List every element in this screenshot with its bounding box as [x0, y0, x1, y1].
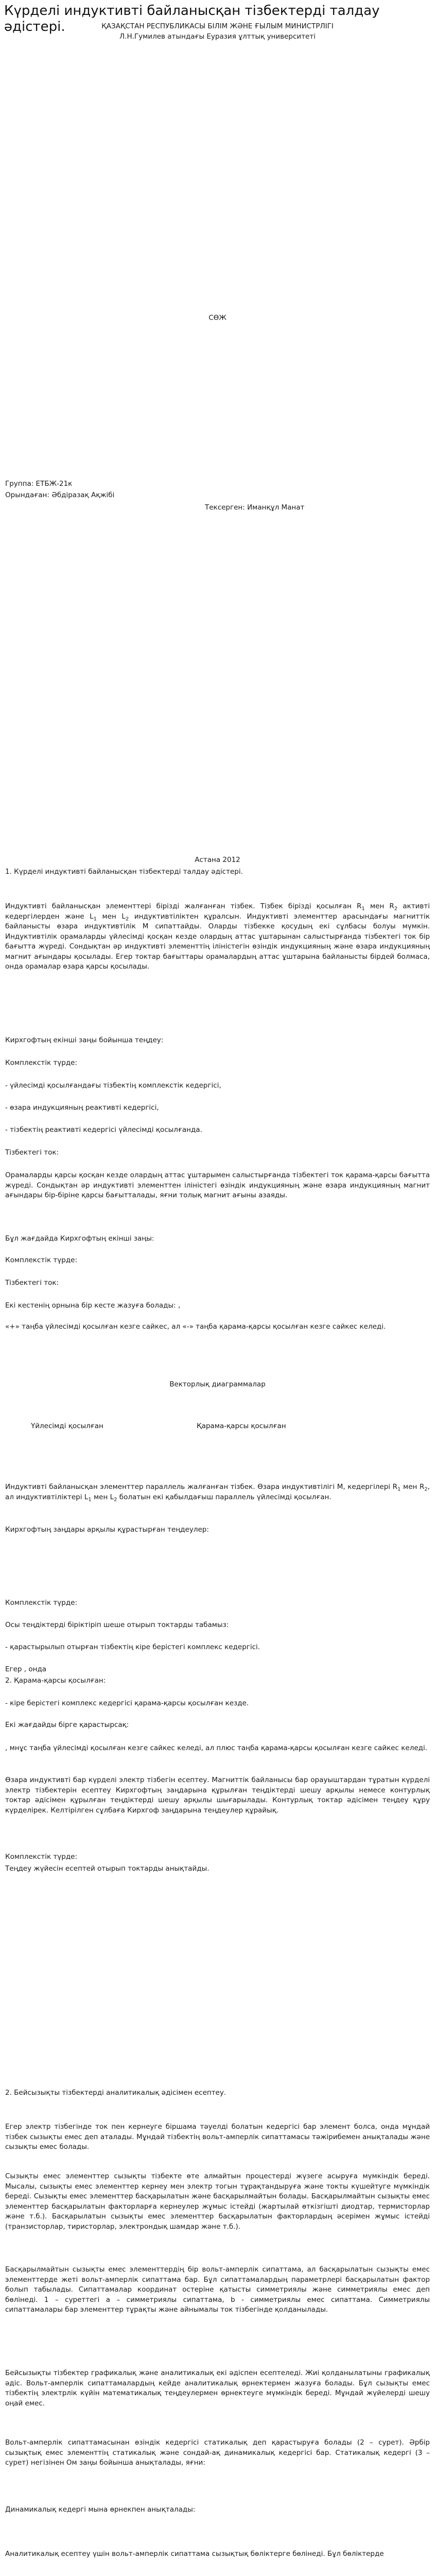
ministry-header: ҚАЗАҚСТАН РЕСПУБЛИКАСЫ БІЛІМ ЖӘНЕ ҒЫЛЫМ МИНИСТРЛІГІ [101, 22, 334, 30]
current-label: Тізбектегі ток: [5, 1279, 59, 1287]
author-label: Орындаған: Әбдіразақ Ақжібі [5, 491, 115, 499]
paragraph-dynamic-resistance: Динамикалық кедергі мына өрнекпен анықталады: [5, 2505, 196, 2514]
group-label: Группа: ЕТБЖ-21к [5, 480, 73, 488]
list-item: - тізбектің реактивті кедергісі үйлесімді қосылғанда. [5, 1126, 202, 1134]
paragraph-parallel-connection: Индуктивті байланысқан элементтер параллель жалғанған тізбек. Өзара индуктивтілігі М, кедергілері $R_1$ мен $R_2$, ал индуктивтіліктері $L_1$ мен $L_2$ болатын екі қабылдағыш параллель үйлесімді қосылған. [5, 1483, 430, 1503]
paragraph-solve-currents: Осы теңдіктерді біріктіріп шешe отырып токтарды табамыз: [5, 1621, 229, 1629]
paragraph-input-impedance: - қарастырылып отырған тізбектің кіре берістегі комплекс кедергісі. [5, 1643, 260, 1651]
diagram-label-opposite: Қарама-қарсы қосылған [197, 1422, 286, 1430]
paragraph-sign-meaning: «+» таңба үйлесімді қосылған кезге сайкес, ал «-» таңба қарама-қарсы қосылған кезге сайкес келеді. [5, 1323, 386, 1331]
paragraph-sign-convention: , мнұс таңба үйлесімді қосылған кезге сайкес келеді, ал плюс таңба қарама-қарсы қосылған кезге сайкес келеді. [5, 1744, 428, 1752]
paragraph-nonlinear-elements: Сызықты емес элементтер сызықты тізбекте өте алмайтын процестерді жүзеге асыруға мүмкіндік береді. Мысалы, сызықты емес элементтер кернеу мен электр тогын тұрақтандыруға және токты күшейтуге мүмкіндік береді. Сызықты емес элементтер басқарылатын және басқарылмайтын болады. Басқарылмайтын сызықты емес элементтер басқарылатын факторларға кернеулер жұмыс істейді (жартылай өткізгішті диодтар, термисторлар және т.б.). Басқарылатын сызықты емес элементтер басқарылатын факторлардың әсерімен жұмыс істейді (транзисторлар, тиристорлар, электрондық шамдар және т.б.). [5, 2172, 430, 2231]
list-item: - үйлесімді қосылғандағы тізбектің комплекстік кедергісі, [5, 1081, 221, 1090]
paragraph-opposite-connection: Орамаларды қарсы қосқан кезде олардың аттас ұштарымен салыстырғанда тізбектегі ток қарама-қарсы бағытта жүреді. Сондықтан әр индуктивті элементтен іліністегі өзіндік индукцияның және өзара индукцияның магнит ағындары бір-біріне қарсы бағытталады, яғни толық магнит ағыны азаяды. [5, 1171, 430, 1200]
complex-form-label: Комплекстік түрде: [5, 1059, 78, 1067]
checker-label: Тексерген: Иманқұл Манат [205, 503, 305, 512]
srs-label: СӨЖ [208, 314, 226, 322]
paragraph-if-then: Егер , онда [5, 1665, 47, 1673]
paragraph-static-resistance: Вольт-амперлік сипаттамасынан өзіндік кедергісі статикалық деп қарастыруға болады (2 – сурет). Әрбір сызықтық емес элементтің статикалық және сондай-ақ динамикалық кедергісі бар. Статикалық кедергі (3 – сурет) негізінен Ом заңы бойынша анықталады, яғни: [5, 2438, 430, 2467]
paragraph-both-cases: Екі жағдайды бірге қарастырсақ: [5, 1721, 129, 1729]
section-2-heading: 2. Бейсызықты тізбектерді аналитикалық әдісімен есептеу. [5, 2089, 226, 2097]
kirchhoff-second-law: Кирхгофтың екінші заңы бойынша теңдеу: [5, 1036, 164, 1044]
paragraph-input-impedance-opposite: - кіре берістегі комплекс кедергісі қарама-қарсы қосылған кезде. [5, 1699, 249, 1707]
paragraph-solve-system: Теңдеу жүйесін есептей отырып токтарды анықтайды. [5, 1865, 210, 1873]
kirchhoff-equations-label: Кирхгофтың заңдары арқылы құрастырған теңдеулер: [5, 1526, 209, 1534]
document-title: Күрделі индуктивті байланысқан тізбектерді талдау әдістері. [4, 3, 380, 35]
list-item: - өзара индукцияның реактивті кедергісі, [5, 1104, 159, 1112]
complex-form-label: Комплекстік түрде: [5, 1599, 78, 1607]
paragraph-nonlinear-definition: Егер электр тізбегінде ток пен кернеуге біршама тәуелді болатын кедергісі бар элемент болса, онда мұндай тізбек сызықты емес деп аталады. Мұндай тізбектің вольт-амперлік сипаттамасы тәжірибемен анықталады және сызықты емес болады. [5, 2123, 430, 2151]
paragraph-complex-circuit: Өзара индуктивті бар күрделі электр тізбегін есептеу. Магниттік байланысы бар орауыштардан тұратын күрделі электр тізбектерін есептеу Кирхгофтың заңдарына құрылған теңдіктерді шешу арқылы немесе контурлық токтар әдісімен құрылған теңдіктерді шешу арқылы шығарылады. Контурлық токтар әдісімен теңдеу құру күрделірек. Келтірілген сұлбаға Кирхгоф заңдарына теңдеулер құрайық. [5, 1776, 430, 1815]
complex-form-label: Комплекстік түрде: [5, 1853, 78, 1861]
kirchhoff-second-law-case: Бұл жағдайда Кирхгофтың екінші заңы: [5, 1234, 154, 1243]
current-label: Тізбектегі ток: [5, 1148, 59, 1157]
paragraph-calculation-methods: Бейсызықты тізбектер графикалық және аналитикалық екі әдіспен есептеледі. Жиі қолданылатыны графикалық әдіс. Вольт-амперлік сипаттамалардың кейде аналитикалық өрнектермен жазуға болады. Бұл сызықты емес тізбектің электрлік күйін математикалық теңдеулермен өрнектеуге мүмкіндік береді. Мұндай жүйелерді шешу оңай емес. [5, 2369, 430, 2408]
university-header: Л.Н.Гумилев атындағы Еуразия ұлттық университеті [119, 32, 316, 41]
city-year: Астана 2012 [195, 856, 240, 864]
paragraph-piecewise-linear: Аналитикалық есептеу үшін вольт-амперлік сипаттама сызықтық бөліктерге бөлінеді. Бұл бөліктерде [5, 2550, 384, 2558]
paragraph-single-equation: Екі кестенің орнына бір кесте жазуға болады: , [5, 1301, 181, 1310]
paragraph-series-connection: Индуктивті байланысқан элементтері бірізді жалғанған тізбек. Тізбек бірізді қосылған $R_1$ мен $R_2$ активті кедергілерден және $L_1$ мен $L_2$ индуктивтіліктен құралсын. Индуктивті элементтер арасындағы магниттік байланысты өзара индуктивтілік М сипаттайды. Оларды тізбекке қосудың екі сұлбасы болуы мүмкін. Индуктивтілік орамаларды үйлесімді қосқан кезде олардың аттас ұштарынан салыстырғанда тізбектегі ток бір бағытта жүреді. Сондықтан әр индуктивті элементтің іліністегін өзіндік индукцияның және өзара индукцияның магнит ағындары қосылады. Егер токтар бағыттары орамалардың аттас ұштарына байланысты бірдей болмаса, онда орамалар өзара қарсы қосылады. [5, 902, 430, 971]
vector-diagram-caption: Векторлық диаграммалар [169, 1380, 266, 1388]
section-1-heading: 1. Күрделі индуктивті байланысқан тізбектерді талдау әдістері. [5, 868, 243, 876]
diagram-label-consonant: Үйлесімді қосылған [31, 1422, 103, 1430]
complex-form-label: Комплекстік түрде: [5, 1256, 78, 1264]
subsection-opposite: 2. Қарама-қарсы қосылған: [5, 1676, 106, 1685]
paragraph-characteristics: Басқарылмайтын сызықты емес элементтердің бір вольт-амперлік сипаттама, ал басқарылатын сызықты емес элементтерде жеті вольт-амперлік сипаттама бар. Бұл сипаттамалардың параметрлері басқарылатын фактор болып табылады. Сипаттамалар координат остеріне қатысты симметриялы және симметриялы емес деп бөлінеді. 1 – суреттегі а – симметриялы сипаттама, b - симметриялы емес сипаттама. Симметриялы сипаттамалары бар элементтер тұрақты және айнымалы ток тізбегінде қолданылады. [5, 2265, 430, 2314]
